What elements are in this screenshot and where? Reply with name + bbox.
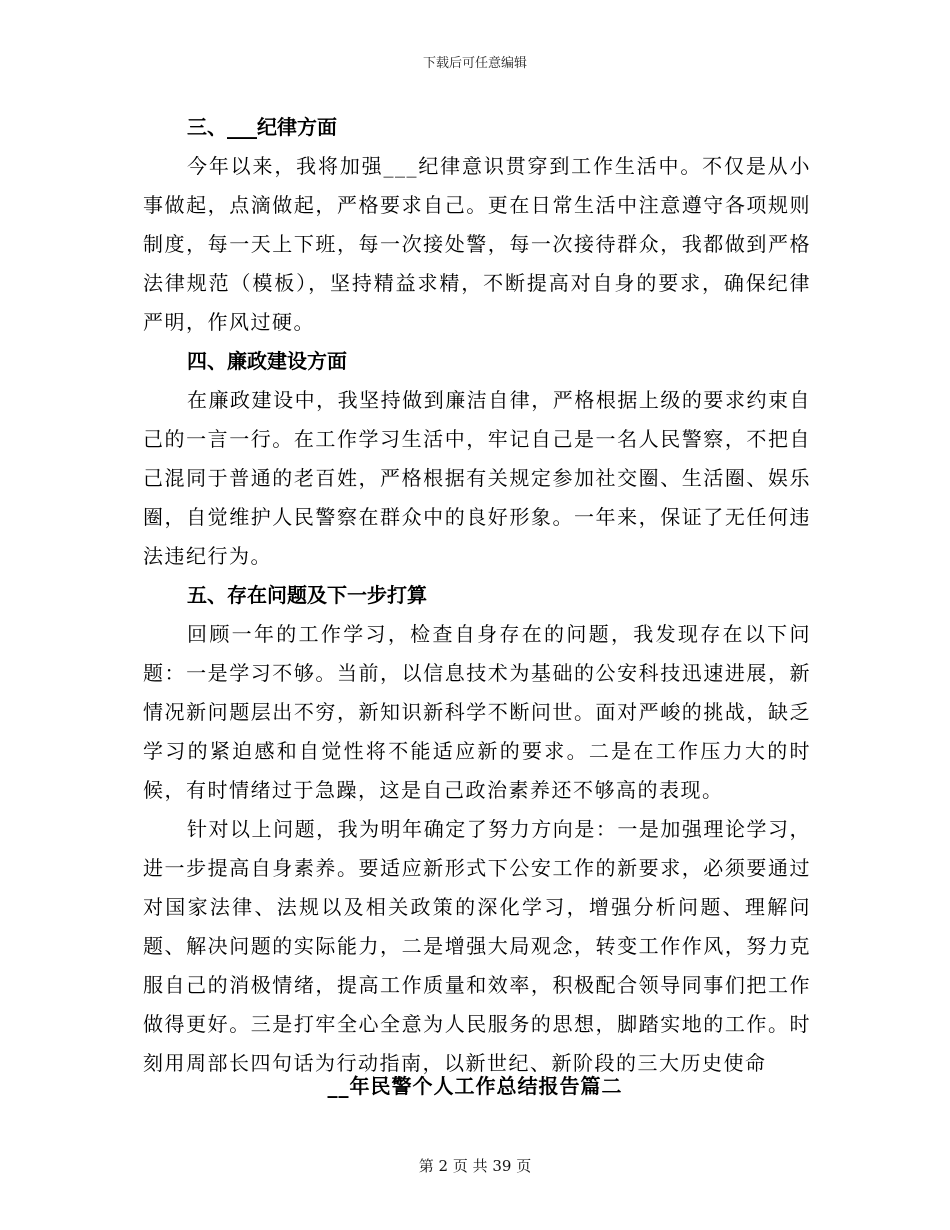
section-integrity [143, 342, 811, 576]
section-problems-plans [143, 576, 811, 1083]
document-body [143, 108, 811, 1083]
section-heading: 三、___纪律方面 [187, 115, 337, 139]
paragraph: 针对以上问题，我为明年确定了努力方向是：一是加强理论学习，进一步提高自身素养。要适应新形式下公安工作的新要求，必须要通过对国家法律、法规以及相关政策的深化学习，增强分析问题、理解问题、解决问题的实际能力，二是增强大局观念，转变工作作风，努力克服自己的消极情绪，提高工作质量和效率，积极配合领导同事们把工作做得更好。三是打牢全心全意为人民服务的思想，脚踏实地的工作。时刻用周部长四句话为行动指南，以新世纪、新阶段的三大历史使命 [143, 817, 811, 1075]
page-footer: 第 2 页 共 39 页 [418, 1157, 532, 1175]
paragraph: 在廉政建设中，我坚持做到廉洁自律，严格根据上级的要求约束自己的一言一行。在工作学习生活中，牢记自己是一名人民警察，不把自己混同于普通的老百姓，严格根据有关规定参加社交圈、生活圈、娱乐圈，自觉维护人民警察在群众中的良好形象。一年来，保证了无任何违法违纪行为。 [143, 388, 811, 568]
section-discipline [143, 108, 811, 342]
section-heading: 五、存在问题及下一步打算 [187, 583, 427, 607]
page-header: 下载后可任意编辑 [422, 56, 527, 71]
section-heading: 四、廉政建设方面 [187, 349, 347, 373]
document-subtitle: __年民警个人工作总结报告篇二 [327, 1074, 623, 1098]
paragraph: 回顾一年的工作学习，检查自身存在的问题，我发现存在以下问题：一是学习不够。当前，以信息技术为基础的公安科技迅速进展，新情况新问题层出不穷，新知识新科学不断问世。面对严峻的挑战，缺乏学习的紧迫感和自觉性将不能适应新的要求。二是在工作压力大的时候，有时情绪过于急躁，这是自己政治素养还不够高的表现。 [143, 622, 811, 802]
paragraph: 今年以来，我将加强___纪律意识贯穿到工作生活中。不仅是从小事做起，点滴做起，严格要求自己。更在日常生活中注意遵守各项规则制度，每一天上下班，每一次接处警，每一次接待群众，我都做到严格法律规范（模板），坚持精益求精，不断提高对自身的要求，确保纪律严明，作风过硬。 [143, 154, 811, 334]
